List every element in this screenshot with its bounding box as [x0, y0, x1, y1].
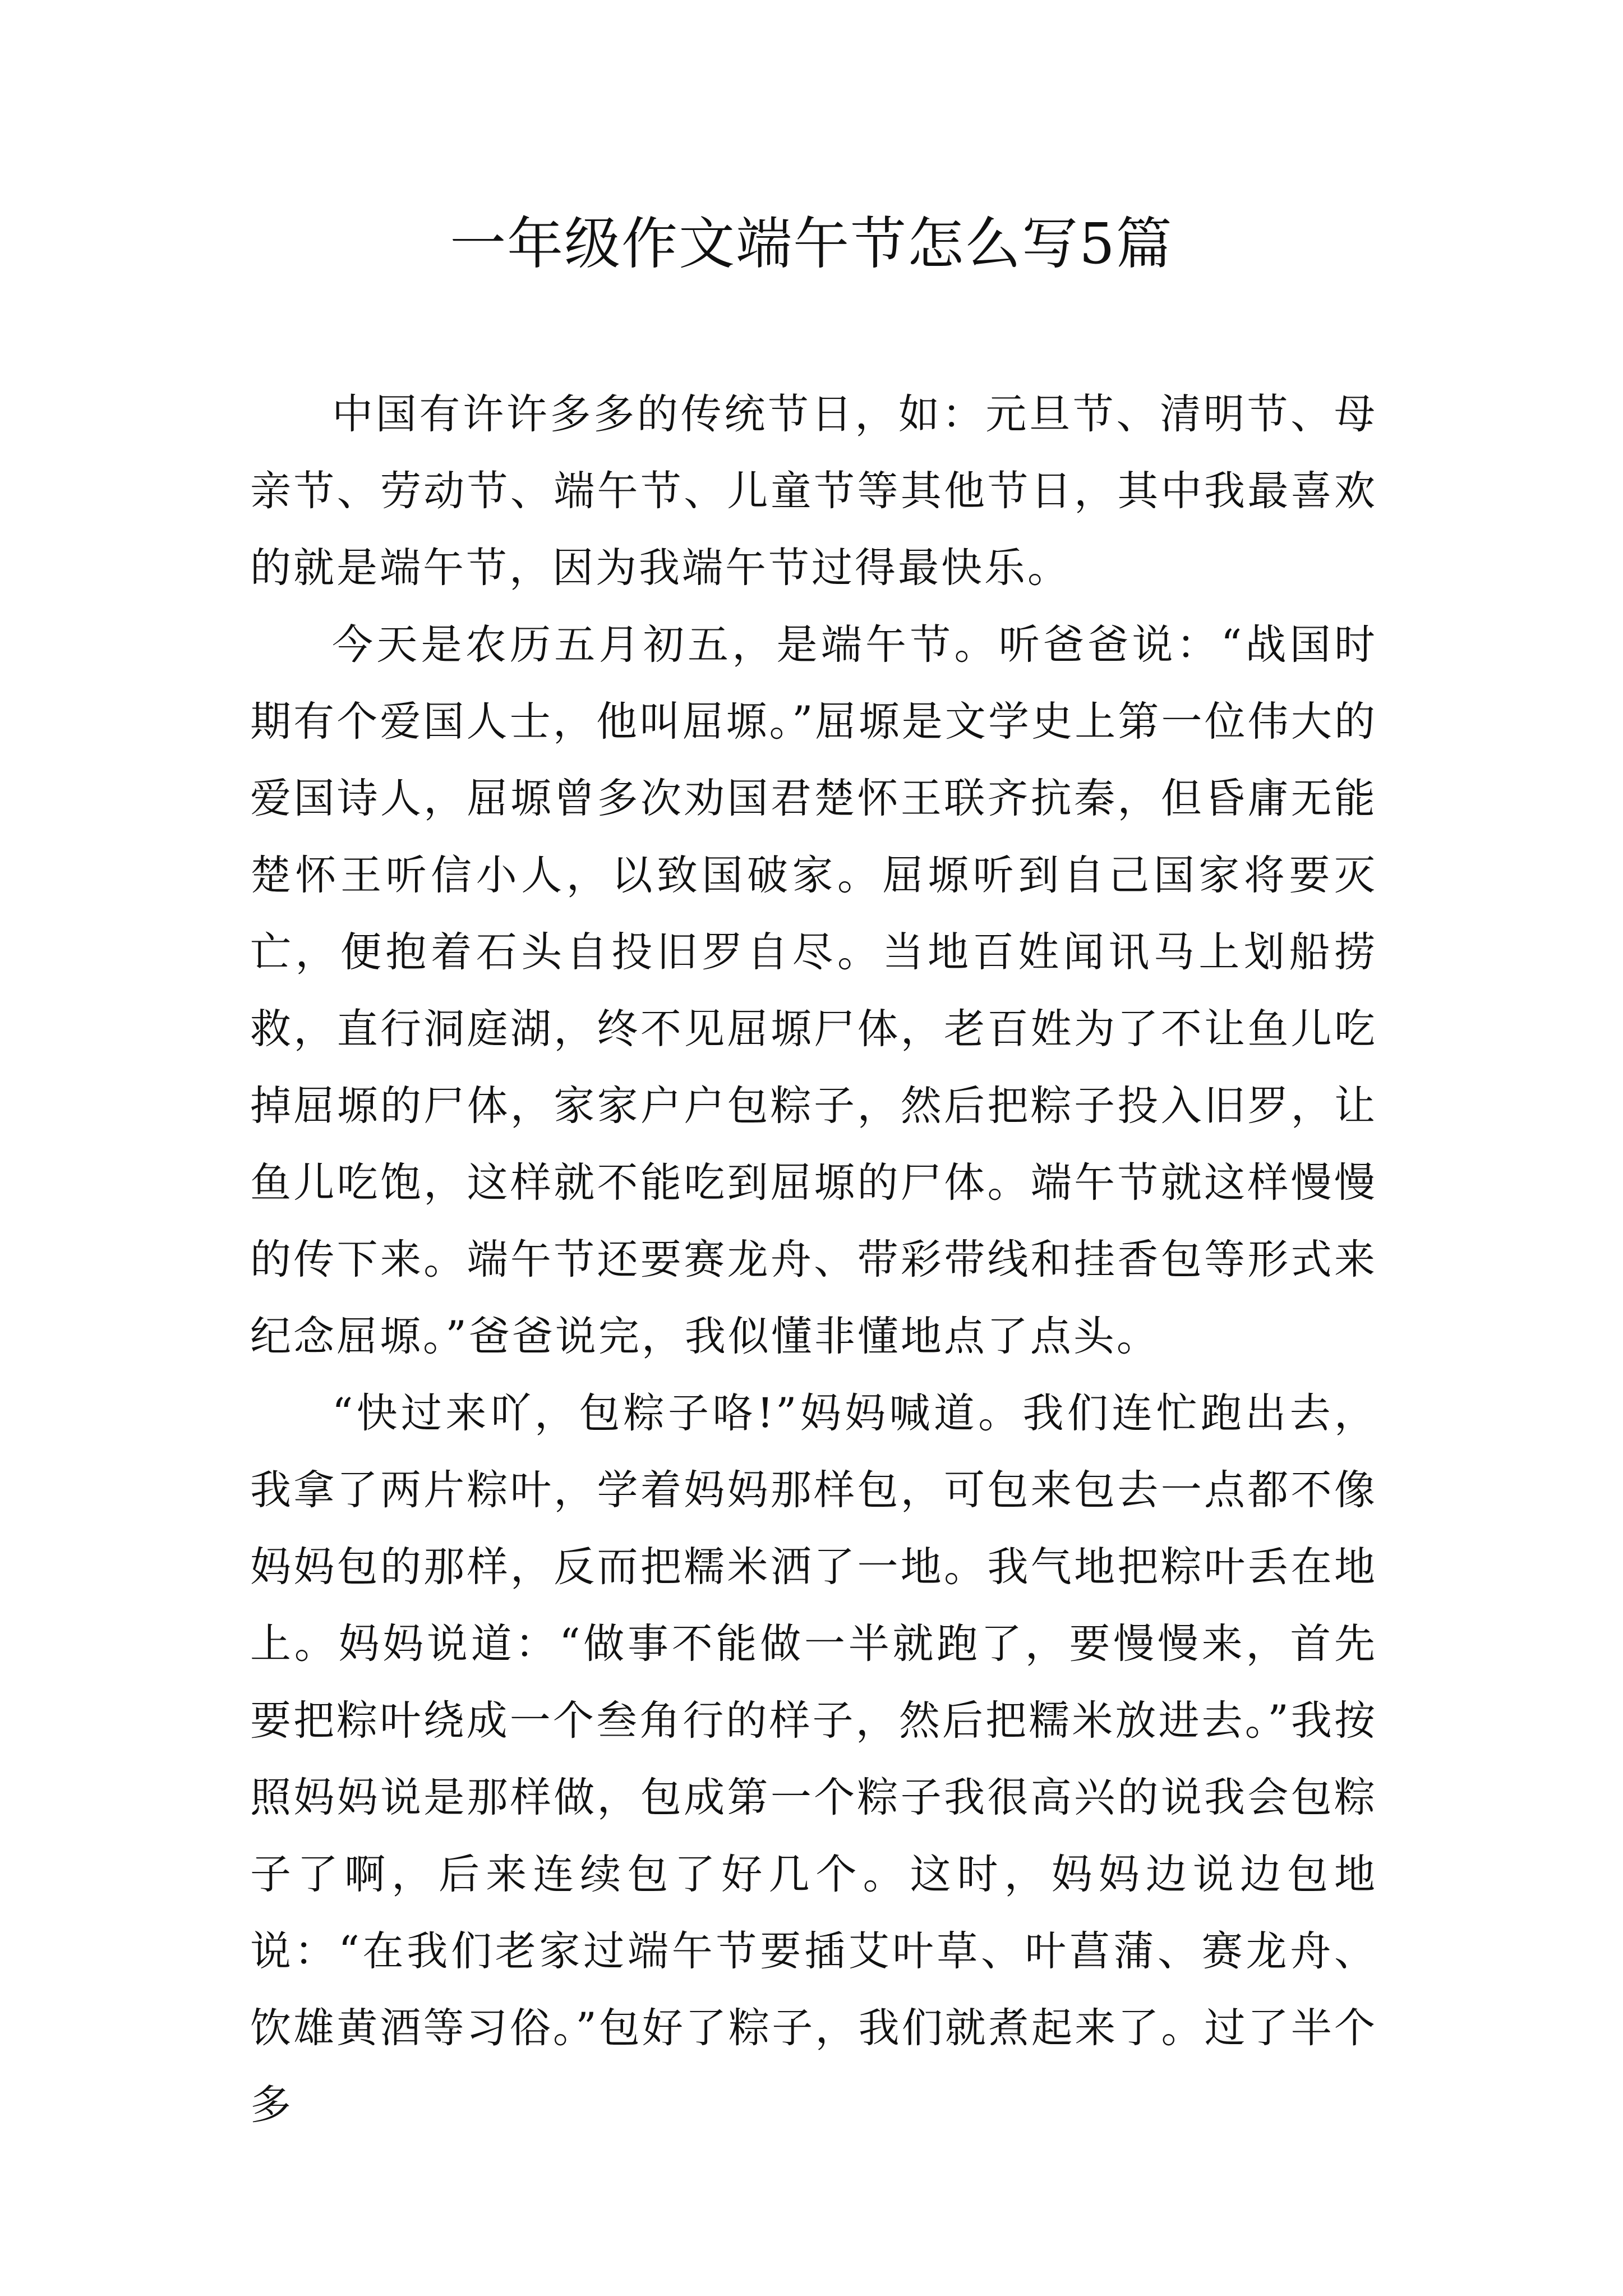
paragraph-1: 中国有许许多多的传统节日，如：元旦节、清明节、母亲节、劳动节、端午节、儿童节等其他节日，其中我最喜欢的就是端午节，因为我端午节过得最快乐。: [250, 390, 1377, 592]
document-title: 一年级作文端午节怎么写5篇: [450, 211, 1173, 277]
document-body: [250, 376, 1377, 2143]
paragraph-2: 今天是农历五月初五，是端午节。听爸爸说：“战国时期有个爱国人士，他叫屈塬。”屈塬是文学史上第一位伟大的爱国诗人，屈塬曾多次劝国君楚怀王联齐抗秦，但昏庸无能楚怀王听信小人，以致国破家。屈塬听到自己国家将要灭亡，便抱着石头自投旧罗自尽。当地百姓闻讯马上划船捞救，直行洞庭湖，终不见屈塬尸体，老百姓为了不让鱼儿吃掉屈塬的尸体，家家户户包粽子，然后把粽子投入旧罗，让鱼儿吃饱，这样就不能吃到屈塬的尸体。端午节就这样慢慢的传下来。端午节还要赛龙舟、带彩带线和挂香包等形式来纪念屈塬。”爸爸说完，我似懂非懂地点了点头。: [250, 621, 1377, 1360]
paragraph-3: “快过来吖，包粽子咯!”妈妈喊道。我们连忙跑出去，我拿了两片粽叶，学着妈妈那样包，可包来包去一点都不像妈妈包的那样，反而把糯米洒了一地。我气地把粽叶丢在地上。妈妈说道：“做事不能做一半就跑了，要慢慢来，首先要把粽叶绕成一个叁角行的样子，然后把糯米放进去。”我按照妈妈说是那样做，包成第一个粽子我很高兴的说我会包粽子了啊，后来连续包了好几个。这时，妈妈边说边包地说：“在我们老家过端午节要插艾叶草、叶菖蒲、赛龙舟、饮雄黄酒等习俗。”包好了粽子，我们就煮起来了。过了半个多: [250, 1389, 1377, 2129]
